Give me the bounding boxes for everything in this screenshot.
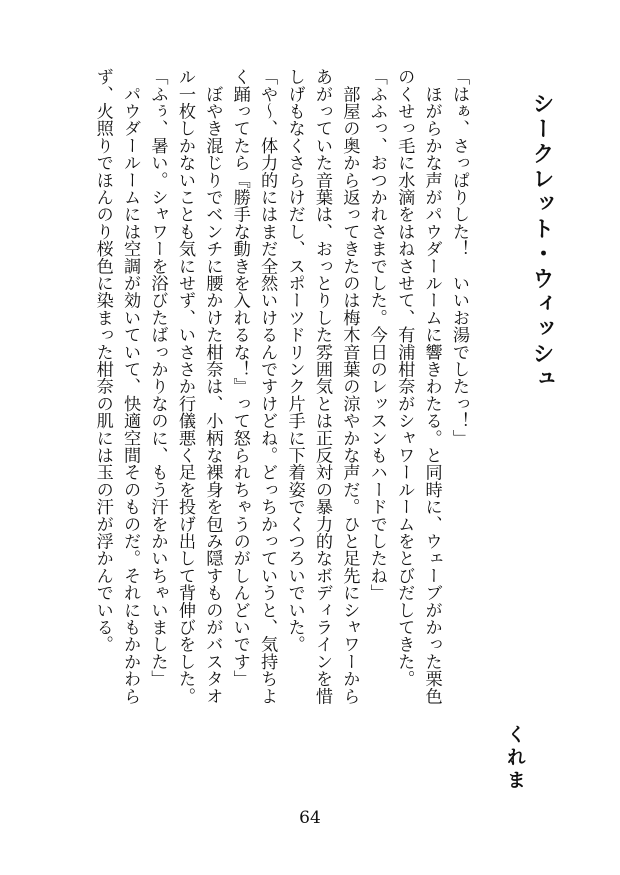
text-line: ル一枚しかないことも気にせず、いささか行儀悪く足を投げ出して背伸びをした。 bbox=[174, 68, 195, 705]
body-text bbox=[32, 68, 472, 758]
page-number: 64 bbox=[299, 808, 321, 828]
story-title: シークレット・ウィッシュ bbox=[529, 92, 554, 392]
text-line: ほがらかな声がパウダールームに響きわたる。と同時に、ウェーブがかった栗色 bbox=[421, 68, 442, 705]
text-line: パウダールームには空調が効いていて、快適空間そのものだ。それにもかかわら bbox=[120, 68, 141, 705]
text-line: のくせっ毛に水滴をはねさせて、有浦柑奈がシャワールームをとびだしてきた。 bbox=[394, 68, 415, 688]
text-line: あがっていた音葉は、おっとりした雰囲気とは正反対の暴力的なボディラインを惜 bbox=[311, 68, 332, 705]
author-name: くれま bbox=[504, 724, 526, 793]
text-line: ぼやき混じりでベンチに腰かけた柑奈は、小柄な裸身を包み隠すものがバスタオ bbox=[202, 68, 223, 705]
text-line: 「ふふっ、おつかれさまでした。今日のレッスンもハードでしたね」 bbox=[366, 68, 387, 602]
text-line: 部屋の奥から返ってきたのは梅木音葉の涼やかな声だ。ひと足先にシャワーから bbox=[339, 68, 360, 705]
text-line: く踊ってたら『勝手な動きを入れるな！』って怒られちゃうのがしんどいです」 bbox=[229, 68, 250, 688]
text-line: しげもなくさらけだし、スポーツドリンク片手に下着姿でくつろいでいた。 bbox=[284, 68, 305, 653]
text-line: 「ふぅ、暑い。シャワーを浴びたばっかりなのに、もう汗をかいちゃいました」 bbox=[147, 68, 168, 688]
text-line: 「や〜、体力的にはまだ全然いけるんですけどね。どっちかっていうと、気持ちよ bbox=[257, 68, 278, 705]
text-line: 「はぁ、さっぱりした！ いいお湯でしたっ！」 bbox=[449, 68, 469, 447]
text-line: ず、火照りでほんのり桜色に染まった柑奈の肌には玉の汗が浮かんでいる。 bbox=[92, 68, 113, 653]
